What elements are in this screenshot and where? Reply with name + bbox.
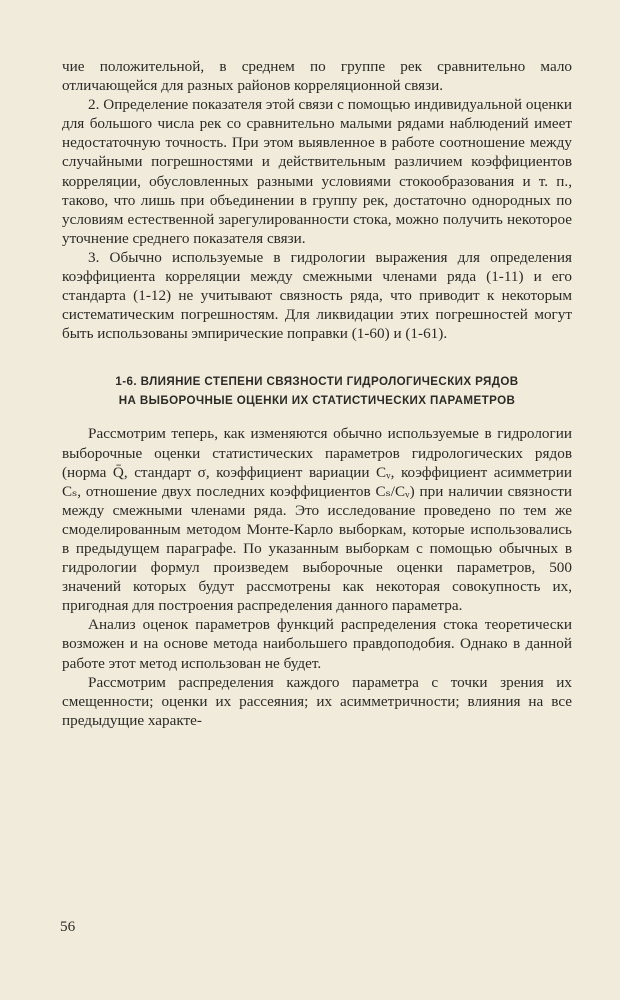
paragraph-parameters: Рассмотрим теперь, как изменяются обычно используемые в гидрологии выборочные оценки статистических параметров гидрологических рядов (норма Q̄, стандарт σ, коэффициент вариации Cᵥ, коэффициент асимметрии Cₛ, отношение двух последних коэффициентов Cₛ/Cᵥ) при наличии связности между смежными членами ряда. Это исследование проведено по тем же смоделированным методом Монте-Карло выборкам, которые использовались в предыдущем параграфе. По указанным выборкам с помощью обычных в гидрологии формул произведем выборочные оценки параметров, 500 значений которых будут рассмотрены как некоторая совокупность их, пригодная для построения распределения данного параметра.	[62, 425, 572, 615]
paragraph-analysis: Анализ оценок параметров функций распределения стока теоретически возможен и на основе метода наибольшего правдоподобия. Однако в данной работе этот метод использован не будет.	[62, 616, 572, 672]
section-heading-line-2: НА ВЫБОРОЧНЫЕ ОЦЕНКИ ИХ СТАТИСТИЧЕСКИХ ПАРАМЕТРОВ	[118, 394, 516, 408]
page-number: 56	[60, 918, 76, 935]
section-heading-line-1: 1-6. ВЛИЯНИЕ СТЕПЕНИ СВЯЗНОСТИ ГИДРОЛОГИЧЕСКИХ РЯДОВ	[115, 375, 519, 389]
paragraph-distributions: Рассмотрим распределения каждого параметра с точки зрения их смещенности; оценки их рассеяния; их асимметричности; влияния на все предыдущие характе-	[62, 673, 572, 729]
section-heading	[62, 372, 572, 410]
page-body	[62, 57, 572, 730]
paragraph-point-2: 2. Определение показателя этой связи с помощью индивидуальной оценки для большого числа рек со сравнительно малыми рядами наблюдений имеет недостаточную точность. При этом выявленное в работе соотношение между случайными погрешностями и действительным различием коэффициентов корреляции, обусловленных разными условиями стокообразования и т. п., таково, что лишь при объединении в группу рек, достаточно однородных по условиям естественной зарегулированности стока, можно получить некоторое уточнение среднего показателя связи.	[62, 96, 572, 247]
paragraph-point-3: 3. Обычно используемые в гидрологии выражения для определения коэффициента корреляции между смежными членами ряда (1-11) и его стандарта (1-12) не учитывают связность ряда, что приводит к некоторым систематическим погрешностям. Для ликвидации этих погрешностей могут быть использованы эмпирические поправки (1-60) и (1-61).	[62, 248, 572, 343]
paragraph-continuation: чие положительной, в среднем по группе рек сравнительно мало отличающейся для разных районов корреляционной связи.	[62, 58, 572, 95]
